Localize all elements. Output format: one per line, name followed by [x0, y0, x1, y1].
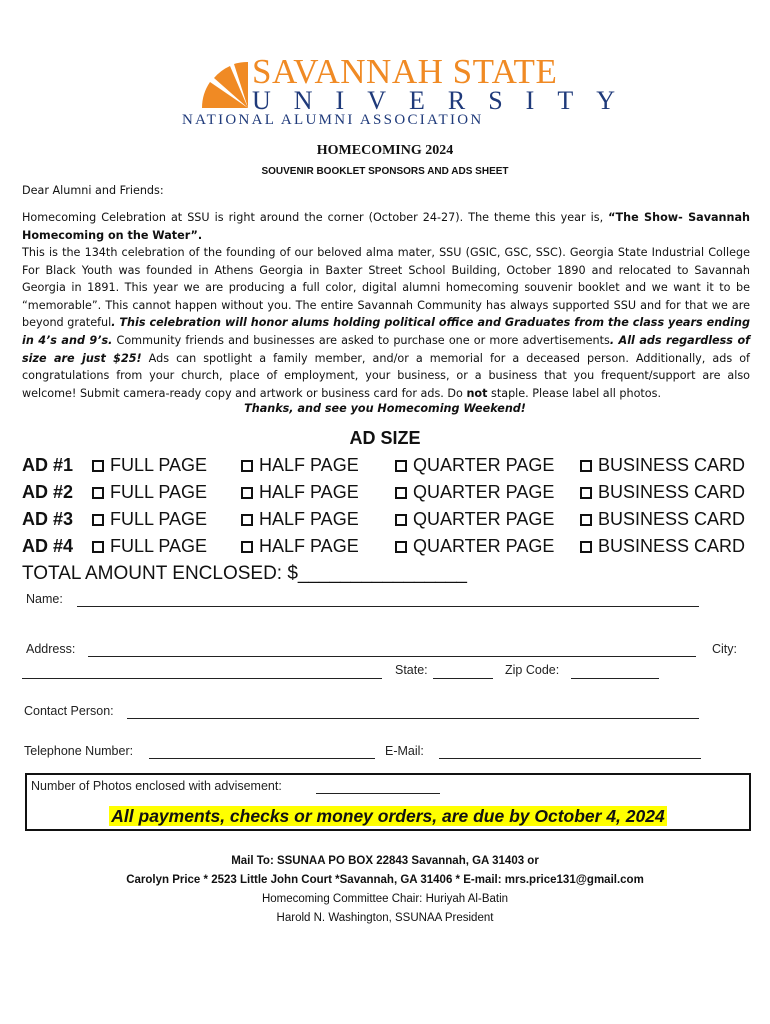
- option-label: HALF PAGE: [259, 482, 359, 502]
- ad-label-1: AD #1: [22, 455, 74, 475]
- alt-address-line: Carolyn Price * 2523 Little John Court *Savannah, GA 31406 * E-mail: mrs.price131@gmail.com: [126, 874, 644, 886]
- city-input[interactable]: [22, 678, 382, 679]
- not-emphasis: not: [466, 386, 488, 400]
- email-input[interactable]: [439, 758, 701, 759]
- ad-2-option-full-page[interactable]: [92, 482, 207, 503]
- address-label: Address:: [26, 642, 76, 656]
- name-label: Name:: [26, 592, 63, 606]
- checkbox-icon[interactable]: [241, 487, 253, 499]
- honor-statement: . This celebration will honor alums holding political office and Graduates from the class years ending in 4’s and 9’s.: [22, 316, 750, 347]
- ad-1-option-half-page[interactable]: [241, 455, 359, 476]
- email-label: E-Mail:: [385, 744, 424, 758]
- zip-input[interactable]: [571, 678, 659, 679]
- sunburst-icon: [196, 56, 252, 110]
- checkbox-icon[interactable]: [395, 487, 407, 499]
- contact-label: Contact Person:: [24, 704, 114, 718]
- option-label: FULL PAGE: [110, 455, 208, 475]
- checkbox-icon[interactable]: [241, 514, 253, 526]
- ad-1-option-full-page[interactable]: [92, 455, 207, 476]
- theme-intro: Homecoming Celebration at SSU is right around the corner (October 24-27). The theme this year is,: [22, 211, 609, 224]
- payments-notice: [25, 806, 751, 827]
- phone-label: Telephone Number:: [24, 744, 134, 758]
- ad-3-option-full-page[interactable]: [92, 509, 207, 530]
- checkbox-icon[interactable]: [580, 487, 592, 499]
- contact-input[interactable]: [127, 718, 699, 719]
- option-label: BUSINESS CARD: [598, 509, 746, 529]
- ad-3-option-quarter-page[interactable]: [395, 509, 554, 530]
- paragraph-theme: [22, 209, 750, 244]
- option-label: HALF PAGE: [259, 536, 359, 556]
- state-label: State:: [395, 663, 428, 677]
- checkbox-icon[interactable]: [92, 460, 104, 472]
- option-label: QUARTER PAGE: [413, 482, 555, 502]
- president-line: Harold N. Washington, SSUNAA President: [276, 912, 494, 924]
- history-text: This is the 134th celebration of the founding of our beloved alma mater, SSU (GSIC, GSC, SSC). Georgia State Industrial College For Black Youth was founded in Athens Georgia in Baxter Street School Building, October 1890 and relocated to Savannah Georgia in 1891. This year we are producing a full color, digital alumni homecoming souvenir booklet and we want it to be “memorable”. This cannot happen without you. The entire Savannah Community has always supported SSU and for that we are beyond grateful: [22, 246, 750, 330]
- ad-1-option-quarter-page[interactable]: [395, 455, 554, 476]
- page-title: HOMECOMING 2024: [316, 143, 454, 158]
- ad-3-option-half-page[interactable]: [241, 509, 359, 530]
- state-input[interactable]: [433, 678, 493, 679]
- ad-4-option-half-page[interactable]: [241, 536, 359, 557]
- thanks-line: Thanks, and see you Homecoming Weekend!: [244, 402, 526, 415]
- ad-4-option-business-card[interactable]: [580, 536, 745, 557]
- name-input[interactable]: [77, 606, 699, 607]
- ad-3-option-business-card[interactable]: [580, 509, 745, 530]
- ad-label-2: AD #2: [22, 482, 74, 502]
- checkbox-icon[interactable]: [580, 460, 592, 472]
- checkbox-icon[interactable]: [580, 514, 592, 526]
- committee-chair-line: Homecoming Committee Chair: Huriyah Al-Batin: [261, 893, 509, 905]
- logo-line-university: UNIVERSITY: [252, 86, 638, 115]
- option-label: QUARTER PAGE: [413, 509, 555, 529]
- option-label: FULL PAGE: [110, 536, 208, 556]
- option-label: HALF PAGE: [259, 455, 359, 475]
- ad-size-heading: AD SIZE: [349, 428, 421, 448]
- checkbox-icon[interactable]: [92, 541, 104, 553]
- community-text: Community friends and businesses are asked to purchase one or more advertisements: [112, 333, 610, 347]
- option-label: FULL PAGE: [110, 482, 208, 502]
- checkbox-icon[interactable]: [395, 460, 407, 472]
- address-input[interactable]: [88, 656, 696, 657]
- photos-input[interactable]: [316, 793, 440, 794]
- logo-line-naa: NATIONAL ALUMNI ASSOCIATION: [182, 112, 484, 128]
- total-amount-field[interactable]: TOTAL AMOUNT ENCLOSED: $________________: [22, 563, 467, 584]
- ssu-nationa-alumni-logo: [182, 52, 638, 132]
- ad-label-3: AD #3: [22, 509, 74, 529]
- ad-1-option-business-card[interactable]: [580, 455, 745, 476]
- ad-label-4: AD #4: [22, 536, 74, 556]
- option-label: QUARTER PAGE: [413, 536, 555, 556]
- ad-4-option-full-page[interactable]: [92, 536, 207, 557]
- zip-label: Zip Code:: [505, 663, 560, 677]
- checkbox-icon[interactable]: [395, 541, 407, 553]
- label-photos-text: staple. Please label all photos.: [487, 386, 662, 400]
- option-label: BUSINESS CARD: [598, 536, 746, 556]
- greeting: Dear Alumni and Friends:: [22, 184, 164, 197]
- option-label: BUSINESS CARD: [598, 455, 746, 475]
- phone-input[interactable]: [149, 758, 375, 759]
- photos-label: Number of Photos enclosed with advisement:: [31, 779, 282, 793]
- ad-info-text: Ads can spotlight a family member, and/or a memorial for a deceased person. Additionally, ads of congratulations from your church, place of employment, your business, or a business that you frequent/support are also welcome! Submit camera-ready copy and artwork or business card for ads. Do: [22, 351, 750, 400]
- logo-line-savannah-state: SAVANNAH STATE: [252, 52, 558, 91]
- paragraph-history: [22, 244, 750, 402]
- price-statement: . All ads regardless of size are just $25!: [22, 333, 750, 365]
- ad-2-option-business-card[interactable]: [580, 482, 745, 503]
- ad-2-option-half-page[interactable]: [241, 482, 359, 503]
- payments-notice-text: All payments, checks or money orders, are due by October 4, 2024: [111, 806, 665, 826]
- ad-2-option-quarter-page[interactable]: [395, 482, 554, 503]
- city-label: City:: [712, 642, 737, 656]
- mail-to-line: Mail To: SSUNAA PO BOX 22843 Savannah, GA 31403 or: [231, 855, 539, 867]
- checkbox-icon[interactable]: [580, 541, 592, 553]
- option-label: HALF PAGE: [259, 509, 359, 529]
- ad-4-option-quarter-page[interactable]: [395, 536, 554, 557]
- checkbox-icon[interactable]: [92, 487, 104, 499]
- option-label: QUARTER PAGE: [413, 455, 555, 475]
- theme-name: “The Show- Savannah Homecoming on the Water”.: [22, 211, 750, 242]
- checkbox-icon[interactable]: [92, 514, 104, 526]
- checkbox-icon[interactable]: [241, 460, 253, 472]
- option-label: FULL PAGE: [110, 509, 208, 529]
- checkbox-icon[interactable]: [241, 541, 253, 553]
- option-label: BUSINESS CARD: [598, 482, 746, 502]
- checkbox-icon[interactable]: [395, 514, 407, 526]
- page-subtitle: SOUVENIR BOOKLET SPONSORS AND ADS SHEET: [261, 166, 509, 177]
